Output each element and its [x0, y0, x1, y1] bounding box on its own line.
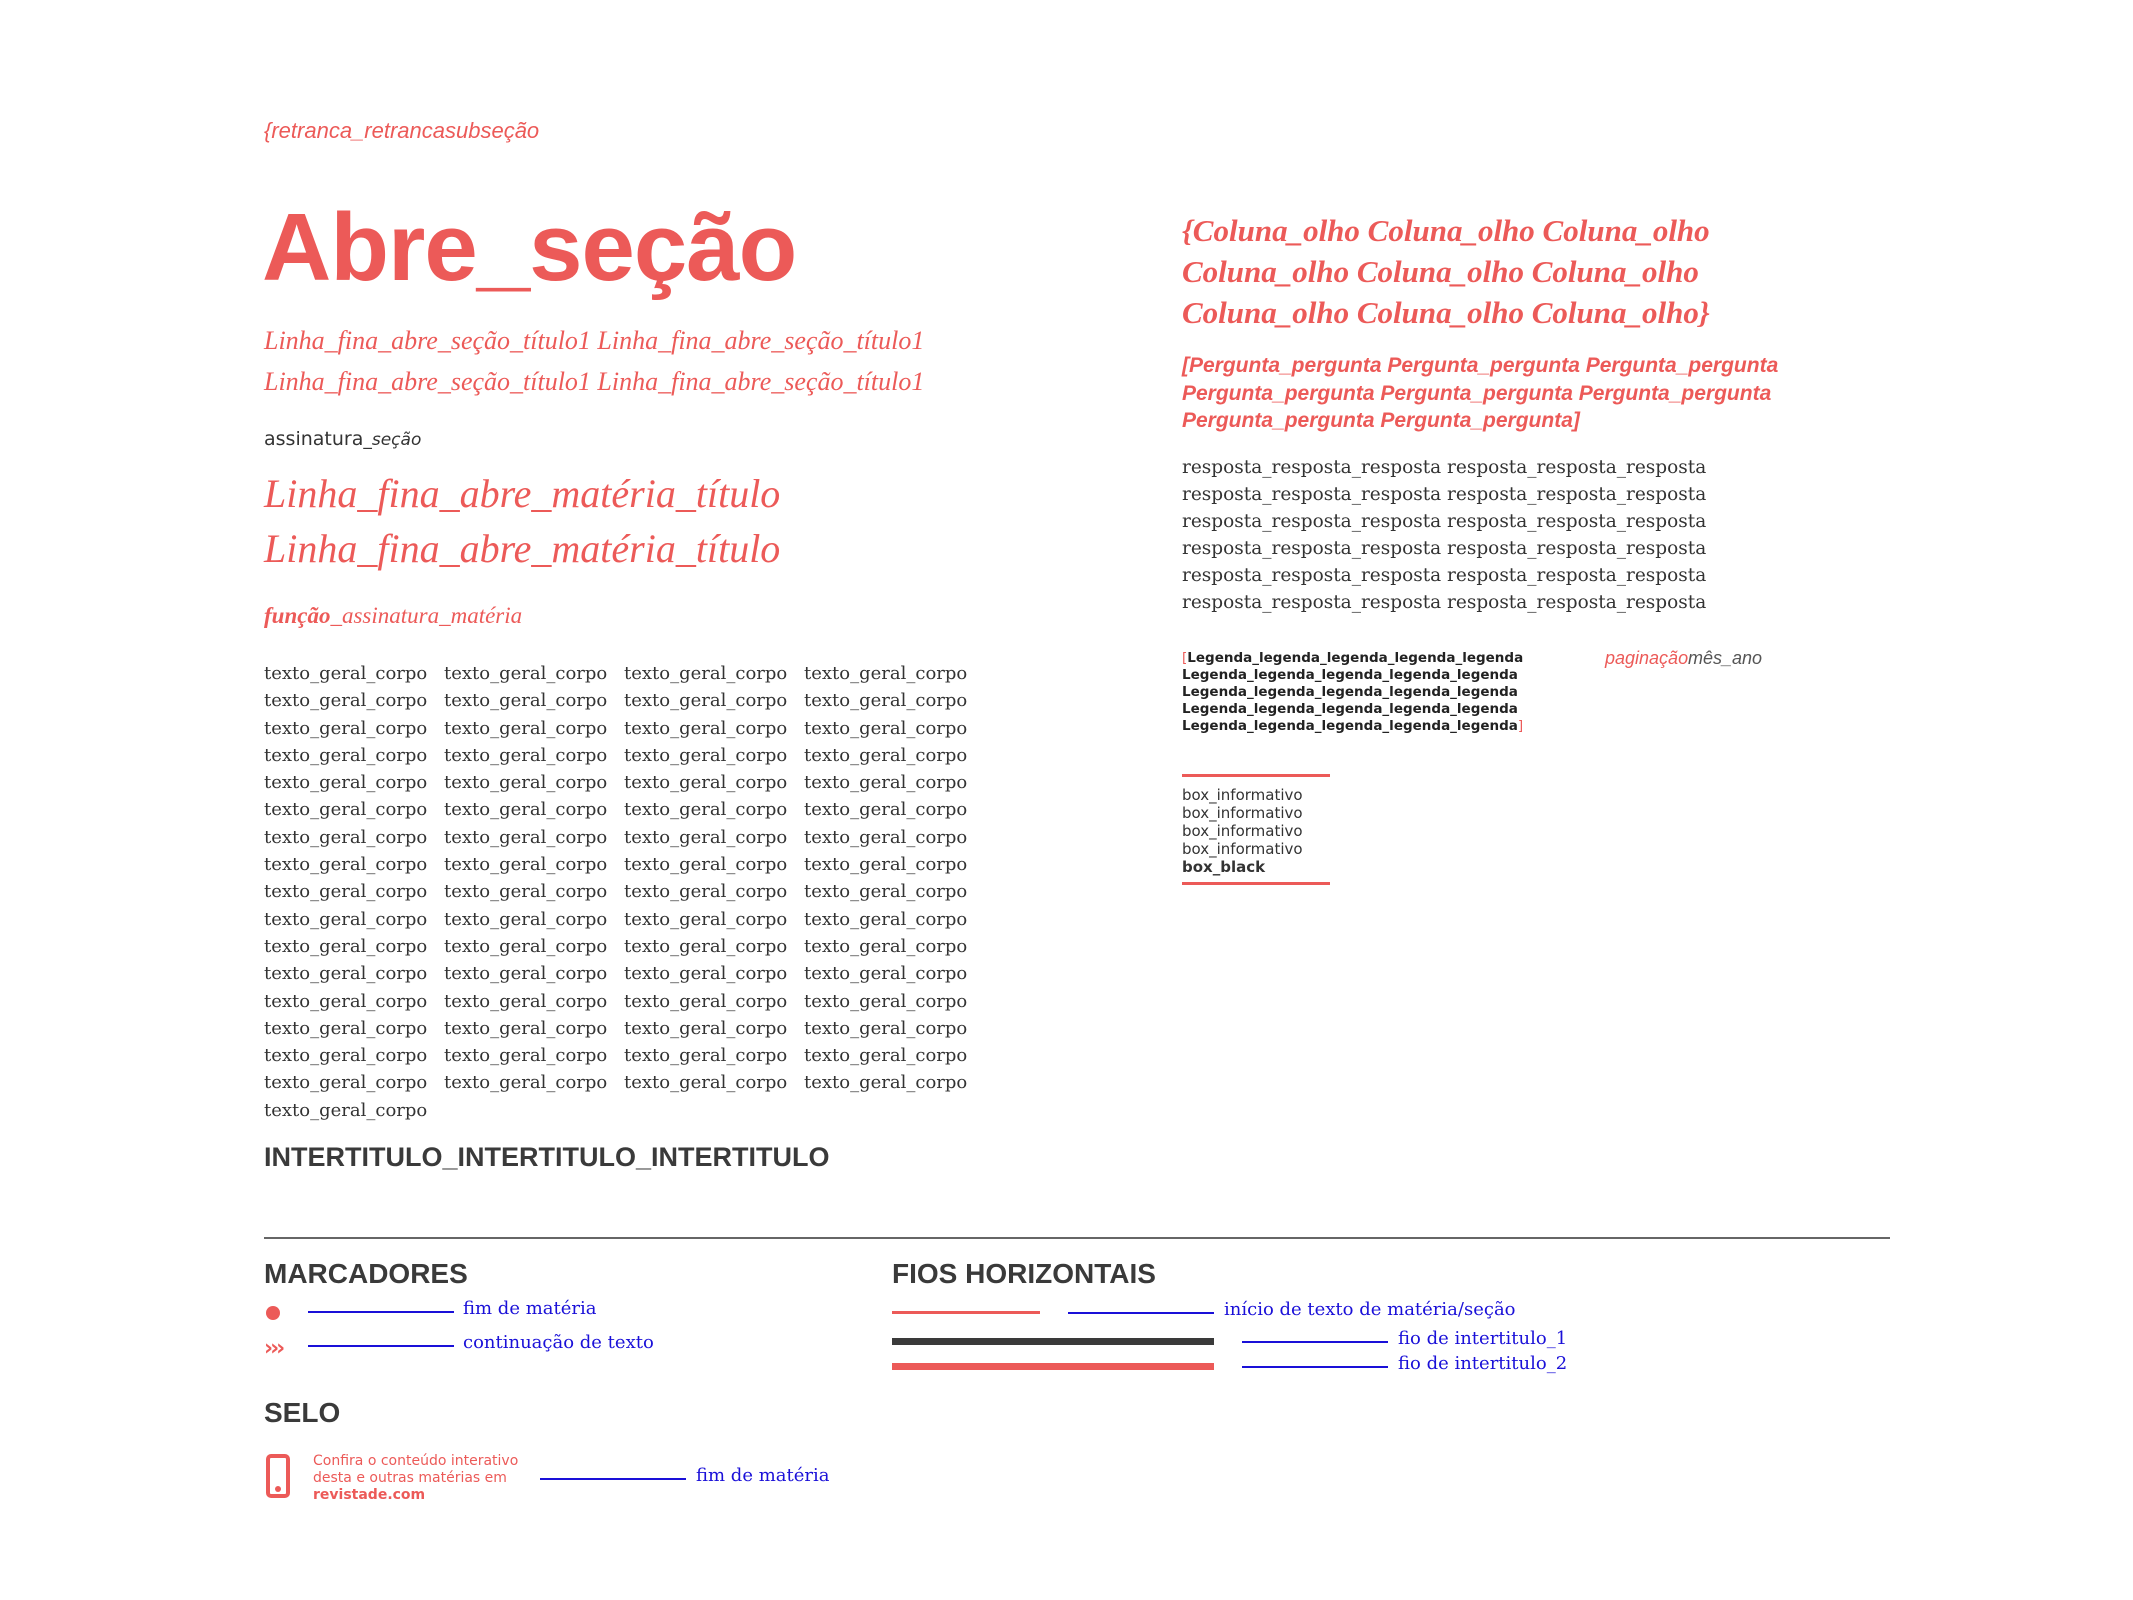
body-text-cell: texto_geral_corpo [264, 663, 428, 684]
byline-role: função [264, 603, 331, 628]
answer-line: resposta_resposta_resposta resposta_resposta_resposta [1182, 457, 1707, 478]
body-text-cell: texto_geral_corpo [264, 963, 428, 985]
intertitle-rule-2-label: fio de intertitulo_2 [1398, 1353, 1568, 1374]
answer-line: resposta_resposta_resposta resposta_resposta_resposta [1182, 538, 1707, 559]
body-text-cell: texto_geral_corpo [624, 881, 788, 903]
answer-line: resposta_resposta_resposta resposta_resposta_resposta [1182, 592, 1707, 613]
body-text-cell: texto_geral_corpo [804, 744, 968, 766]
article-byline [264, 603, 522, 629]
caption-line: Legenda_legenda_legenda_legenda_legenda [1182, 718, 1518, 734]
caption-line: Legenda_legenda_legenda_legenda_legenda [1187, 650, 1524, 666]
body-text-grid [264, 660, 1024, 1124]
info-box-line: box_informativo [1182, 786, 1303, 804]
section-subtitle-line: Linha_fina_abre_seção_título1 Linha_fina_abre_seção_título1 [264, 326, 925, 355]
caption-line: Legenda_legenda_legenda_legenda_legenda [1182, 684, 1518, 700]
body-text-cell: texto_geral_corpo [804, 1045, 968, 1067]
body-text-cell: texto_geral_corpo [264, 772, 428, 794]
retranca: {retranca_retrancasubseção [264, 118, 540, 143]
body-text-cell: texto_geral_corpo [264, 1045, 428, 1067]
body-text-cell: texto_geral_corpo [444, 1017, 608, 1039]
info-box-line: box_informativo [1182, 804, 1303, 822]
body-text-cell: texto_geral_corpo [624, 772, 788, 794]
body-text-cell: texto_geral_corpo [624, 1017, 788, 1039]
body-text-cell: texto_geral_corpo [624, 826, 788, 848]
body-text-cell: texto_geral_corpo [264, 908, 428, 930]
body-text-cell: texto_geral_corpo [264, 717, 428, 739]
section-divider [264, 1237, 1890, 1239]
body-text-cell: texto_geral_corpo [624, 935, 788, 957]
section-title: Abre_seção [262, 194, 797, 301]
question: [Pergunta_pergunta Pergunta_pergunta Pergunta_pergunta Pergunta_pergunta Pergunta_pergunta Pergunta_pergunta Pergunta_pergunta Pergunta_pergunta] [1182, 354, 1779, 432]
body-text-cell: texto_geral_corpo [804, 826, 968, 848]
body-text-cell: texto_geral_corpo [444, 963, 608, 985]
rules-title: FIOS HORIZONTAIS [892, 1258, 1156, 1289]
annotation-line [540, 1478, 686, 1480]
body-text-cell: texto_geral_corpo [264, 990, 428, 1012]
body-text-cell: texto_geral_corpo [804, 963, 968, 985]
seal-text-line: desta e outras matérias em [313, 1470, 507, 1486]
body-text-cell: texto_geral_corpo [444, 1045, 608, 1067]
body-text-cell: texto_geral_corpo [624, 854, 788, 876]
caption-line: Legenda_legenda_legenda_legenda_legenda [1182, 667, 1518, 683]
body-text-cell: texto_geral_corpo [264, 799, 428, 821]
body-text-cell: texto_geral_corpo [804, 854, 968, 876]
body-text-cell: texto_geral_corpo [804, 881, 968, 903]
box-bottom-rule [1182, 882, 1330, 885]
body-text-cell: texto_geral_corpo [804, 990, 968, 1012]
answer-line: resposta_resposta_resposta resposta_resposta_resposta [1182, 511, 1707, 532]
smartphone-icon [266, 1454, 290, 1498]
body-text-cell: texto_geral_corpo [444, 990, 608, 1012]
section-signature [264, 428, 421, 450]
box-top-rule [1182, 774, 1330, 777]
body-text-cell: texto_geral_corpo [624, 990, 788, 1012]
body-text-cell: texto_geral_corpo [444, 690, 608, 712]
seal-site: revistade.com [313, 1487, 426, 1503]
intertitle-rule-1-label: fio de intertitulo_1 [1398, 1328, 1568, 1349]
body-text-cell: texto_geral_corpo [264, 935, 428, 957]
end-of-article-dot-icon [266, 1306, 280, 1320]
annotation-line [1068, 1312, 1214, 1314]
continuation-chevron-icon: ››› [264, 1336, 283, 1361]
caption [1182, 650, 1523, 735]
info-box-black: box_black [1182, 858, 1266, 876]
info-box-line: box_informativo [1182, 840, 1303, 858]
caption-open-bracket: [ [1182, 650, 1188, 666]
body-text-cell: texto_geral_corpo [444, 935, 608, 957]
body-text-cell: texto_geral_corpo [444, 744, 608, 766]
seal-text-line: Confira o conteúdo interativo [313, 1453, 519, 1469]
body-text-cell: texto_geral_corpo [624, 690, 788, 712]
seal-end-label: fim de matéria [696, 1465, 830, 1486]
body-text-cell: texto_geral_corpo [804, 663, 968, 684]
start-rule-label: início de texto de matéria/seção [1224, 1299, 1516, 1320]
body-text-cell: texto_geral_corpo [624, 1072, 788, 1094]
body-text-cell: texto_geral_corpo [264, 826, 428, 848]
body-text-cell: texto_geral_corpo [264, 881, 428, 903]
annotation-line [1242, 1341, 1388, 1343]
body-text-cell: texto_geral_corpo [624, 717, 788, 739]
caption-close-bracket: ] [1517, 718, 1524, 734]
body-text-cell: texto_geral_corpo [264, 1072, 428, 1094]
answer-line: resposta_resposta_resposta resposta_resposta_resposta [1182, 565, 1707, 586]
body-text-cell: texto_geral_corpo [444, 826, 608, 848]
body-text-cell: texto_geral_corpo [444, 663, 608, 684]
pagination-label: paginação [1605, 648, 1689, 668]
body-text-cell: texto_geral_corpo [804, 935, 968, 957]
body-text-cell: texto_geral_corpo [264, 854, 428, 876]
body-text-cell: texto_geral_corpo [624, 663, 788, 684]
body-text-cell: texto_geral_corpo [444, 1072, 608, 1094]
answer-line: resposta_resposta_resposta resposta_resposta_resposta [1182, 484, 1707, 505]
body-text-cell: texto_geral_corpo [804, 772, 968, 794]
markers-title: MARCADORES [264, 1258, 468, 1289]
body-text-cell: texto_geral_corpo [624, 744, 788, 766]
pull-quote: {Coluna_olho Coluna_olho Coluna_olho Coluna_olho Coluna_olho Coluna_olho Coluna_olho Coluna_olho Coluna_olho} [1182, 213, 1710, 330]
body-text-cell: texto_geral_corpo [444, 854, 608, 876]
body-text-cell: texto_geral_corpo [624, 963, 788, 985]
end-of-article-label: fim de matéria [463, 1298, 597, 1319]
body-text-cell: texto_geral_corpo [624, 799, 788, 821]
body-text-cell: texto_geral_corpo [264, 1017, 428, 1039]
body-text-cell: texto_geral_corpo [264, 744, 428, 766]
annotation-line [308, 1345, 454, 1347]
continuation-label: continuação de texto [463, 1332, 654, 1353]
body-text-cell: texto_geral_corpo [444, 717, 608, 739]
body-text-cell: texto_geral_corpo [624, 1045, 788, 1067]
annotation-line [1242, 1366, 1388, 1368]
article-subtitle-line: Linha_fina_abre_matéria_título [264, 526, 781, 571]
annotation-line [308, 1311, 454, 1313]
body-text-cell: texto_geral_corpo [804, 908, 968, 930]
month-year-label: mês_ano [1688, 648, 1763, 668]
body-text-cell: texto_geral_corpo [624, 908, 788, 930]
signature-suffix: _seção [363, 430, 422, 450]
intertitle: INTERTITULO_INTERTITULO_INTERTITULO [264, 1142, 830, 1172]
intertitle-rule-1 [892, 1338, 1214, 1345]
body-text-cell: texto_geral_corpo [444, 772, 608, 794]
body-text-cell: texto_geral_corpo [444, 799, 608, 821]
signature-main: assinatura [264, 428, 364, 450]
body-text-cell: texto_geral_corpo [804, 1072, 968, 1094]
body-text-cell: texto_geral_corpo [804, 1017, 968, 1039]
section-subtitle-line: Linha_fina_abre_seção_título1 Linha_fina_abre_seção_título1 [264, 367, 925, 396]
caption-line: Legenda_legenda_legenda_legenda_legenda [1182, 701, 1518, 717]
body-text-cell: texto_geral_corpo [264, 1099, 428, 1121]
body-text-cell: texto_geral_corpo [444, 881, 608, 903]
info-box-line: box_informativo [1182, 822, 1303, 840]
body-text-cell: texto_geral_corpo [804, 799, 968, 821]
intertitle-rule-2 [892, 1363, 1214, 1370]
body-text-cell: texto_geral_corpo [804, 717, 968, 739]
article-subtitle-line: Linha_fina_abre_matéria_título [264, 471, 781, 516]
body-text-cell: texto_geral_corpo [804, 690, 968, 712]
seal-title: SELO [264, 1397, 341, 1428]
body-text-cell: texto_geral_corpo [264, 690, 428, 712]
info-box [1182, 786, 1303, 876]
byline-name: _assinatura_matéria [330, 603, 523, 628]
seal-text [313, 1453, 518, 1504]
body-text-cell: texto_geral_corpo [444, 908, 608, 930]
start-rule [892, 1311, 1040, 1314]
